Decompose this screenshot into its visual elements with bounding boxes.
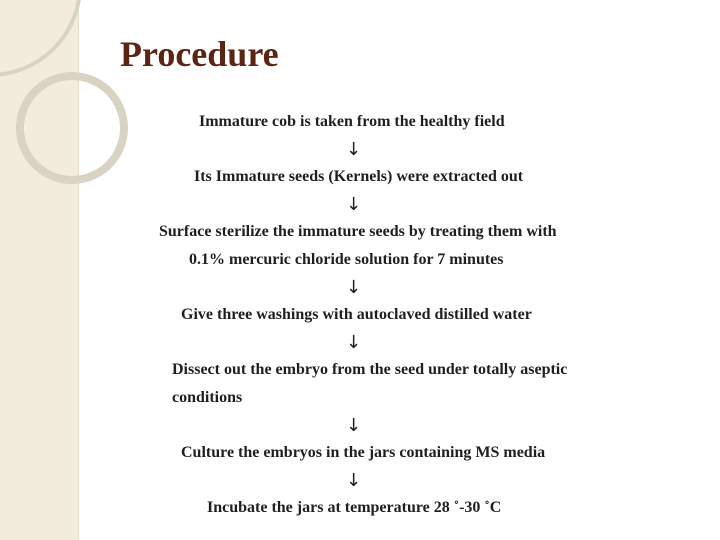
step-dissect-embryo: Dissect out the embryo from the seed under totally aseptic <box>172 361 568 378</box>
page-title: Procedure <box>120 34 279 74</box>
step-surface-sterilize-cont: 0.1% mercuric chloride solution for 7 minutes <box>189 251 504 268</box>
down-arrow-icon: ↓ <box>346 415 362 436</box>
step-dissect-embryo-cont: conditions <box>172 389 243 406</box>
down-arrow-icon: ↓ <box>346 194 362 215</box>
deco-circle-small <box>20 76 124 180</box>
down-arrow-icon: ↓ <box>346 139 362 160</box>
step-culture-embryos: Culture the embryos in the jars containing MS media <box>181 444 546 461</box>
down-arrow-icon: ↓ <box>346 277 362 298</box>
step-washings: Give three washings with autoclaved distilled water <box>181 306 532 323</box>
step-incubate-jars: Incubate the jars at temperature 28 ˚-30 ˚C <box>207 499 502 516</box>
step-extract-seeds: Its Immature seeds (Kernels) were extracted out <box>194 168 524 185</box>
decorative-circles <box>0 0 160 190</box>
deco-circle-large <box>0 0 80 75</box>
step-take-cob: Immature cob is taken from the healthy field <box>199 113 505 130</box>
down-arrow-icon: ↓ <box>346 332 362 353</box>
down-arrow-icon: ↓ <box>346 470 362 491</box>
step-surface-sterilize: Surface sterilize the immature seeds by treating them with <box>159 223 557 240</box>
